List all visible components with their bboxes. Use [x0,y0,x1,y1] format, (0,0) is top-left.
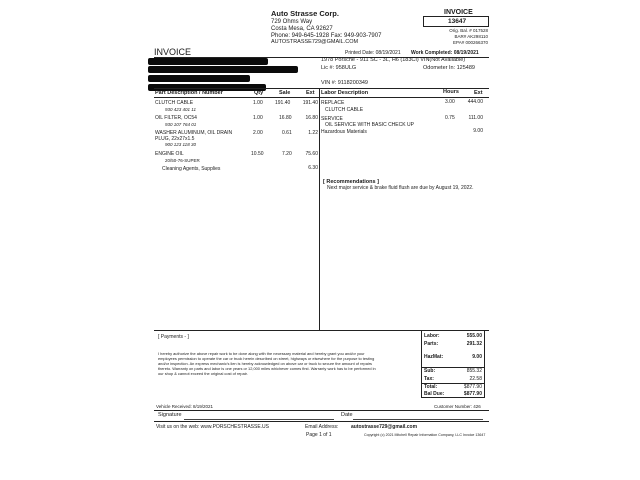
company-address-line2: Costa Mesa, CA 92627 [271,26,333,32]
authorization-line-5: our shop & cannot exceed the original cost of repair. [158,370,248,376]
invoice-box-label: INVOICE [444,9,473,16]
labor-header-hours: Hours [443,89,459,95]
totals-box [421,330,485,398]
totals-total-label: Total: [424,384,438,390]
part-row-1-number: 930 423 401 11 [165,107,196,112]
totals-hazmat-value: 9.00 [472,354,482,360]
website-text: Visit us on the web: www.PORSCHESTRASSE.US [156,424,270,430]
totals-hazmat-label: HazMat: [424,354,444,360]
labor-header-description: Labor Description [321,90,369,96]
signature-line [184,419,334,420]
totals-tax-value: 22.58 [469,376,482,382]
part-row-3-desc: WASHER ALUMINUM, OIL DRAIN [155,130,233,136]
authorization-text [158,352,420,377]
company-email: AUTOSTRASSE729@GMAIL.COM [271,39,359,45]
company-name: Auto Strasse Corp. [271,9,339,18]
totals-parts-label: Parts: [424,341,439,347]
table-header-line [154,97,489,98]
authorization-line-4: thereto. Warranty on parts and labor is one years or 12,000 miles whichever comes first. Warranty work has to be performed in [158,365,376,371]
invoice-number-box [423,16,489,27]
vin-number: VIN #: 9118200349 [321,80,368,86]
parts-labor-divider [319,88,320,330]
labor-row-2-hours: 0.75 [445,115,455,121]
totals-sub-label: Sub: [424,368,436,374]
labor-row-3-ext: 9.00 [473,128,483,134]
parts-header-qty: Qty [254,90,264,96]
part-row-1-desc: CLUTCH CABLE [155,100,194,106]
date-line [353,419,483,420]
parts-header-ext: Ext [306,90,315,96]
date-label: Date [341,412,353,418]
part-row-4-ext: 75.60 [305,151,318,157]
part-row-3-ext: 1.22 [308,130,318,136]
part-row-2-number: 930 107 764 01 [165,122,197,127]
part-row-4-desc: ENGINE OIL [155,151,184,157]
supplies-ext: 6.30 [308,165,318,171]
labor-row-1-hours: 3.00 [445,99,455,105]
totals-labor-label: Labor: [424,333,440,339]
parts-header-description: Part Description / Number [155,90,223,96]
recommendations-title: [ Recommendations ] [323,179,379,185]
totals-total-value: $877.90 [463,384,482,390]
payments-title: [ Payments - ] [158,334,189,340]
vehicle-received: Vehicle Received: 8/19/2021 [156,404,214,409]
signature-label: Signature [158,412,182,418]
recommendations-text: Next major service & brake fluid flush are due by August 19, 2022. [327,185,474,191]
license-plate: Lic #: 958ULG [321,65,357,71]
totals-labor-value: 555.00 [466,333,482,339]
redacted-customer-city [148,75,250,82]
signature-bottom-line [154,421,489,422]
signature-top-line [154,410,489,411]
email-address: autostrasse729@gmail.com [351,424,418,430]
invoice-number: 13647 [448,18,467,25]
bar-number: BAR# AK298110 [454,34,488,39]
copyright: Copyright (c) 2021 Mitchell Repair Information Company, LLC Invoice 13647 [364,433,486,437]
part-row-4-qty: 10.50 [251,151,264,157]
authorization-line-3: and/or inspection. An express mechanic's lien is hereby acknowledged on above car or truck to secure the amount of repairs [158,360,372,366]
authorization-line-1: I hereby authorize the above repair work to be done along with the necessary material and hereby grant you and/or your [158,351,365,356]
odometer: Odometer In: 125489 [423,65,475,71]
part-row-1-qty: 1.00 [253,100,263,106]
company-address-line1: 729 Ohms Way [271,19,313,25]
totals-balance-label: Bal Due: [424,391,445,397]
labor-row-2-ext: 111.00 [468,115,483,121]
labor-row-2-title: SERVICE [321,116,343,122]
part-row-3-number: 900 123 118 30 [165,142,196,147]
part-row-4-sale: 7.20 [282,151,292,157]
part-row-3-sale: 0.61 [282,130,292,136]
labor-row-1-detail: CLUTCH CABLE [325,107,364,113]
part-row-2-ext: 16.80 [305,115,318,121]
redacted-customer-name [148,58,268,65]
customer-number: Customer Number: 426 [434,404,481,409]
epa-number: EPA# 000266370 [453,40,488,45]
part-row-2-qty: 1.00 [253,115,263,121]
totals-parts-value: 291.32 [466,341,482,347]
invoice-title: INVOICE [154,47,192,57]
work-completed-date: Work Completed: 08/19/2021 [411,50,479,56]
labor-row-1-ext: 444.00 [467,99,483,105]
table-top-line [154,88,489,89]
part-row-3-desc2: PLUG, 22x27x1.5 [155,136,195,142]
supplies-label: Cleaning Agents, Supplies [162,166,221,172]
part-row-4-number: 20/50-76-SUPER [165,158,200,163]
labor-row-3-title: Hazardous Materials [321,129,367,135]
company-phone: Phone: 949-645-1928 Fax: 949-903-7907 [271,33,382,39]
authorization-line-2: employees permission to operate the car or truck herein described on street, highways or elsewhere for the purpose to testing [158,355,375,361]
redacted-customer-address [148,66,298,73]
email-label: Email Address: [305,424,339,430]
totals-sub-value: 855.32 [466,368,482,374]
parts-header-sale: Sale [279,90,291,96]
vehicle-description: 1978 Porsche - 911 SC - 3L, H6 (183CI) VIN(Not Available) [321,57,466,63]
totals-balance-value: $877.90 [463,391,482,397]
page-number: Page 1 of 1 [306,432,332,438]
orig-balance: Orig. Bal. # 017528 [449,28,488,33]
labor-row-1-title: REPLACE [321,100,345,106]
part-row-2-sale: 16.80 [279,115,292,121]
part-row-2-desc: OIL FILTER, OC54 [155,115,197,121]
labor-header-ext: Ext [474,90,483,96]
totals-tax-label: Tax: [424,376,434,382]
labor-row-2-detail: OIL SERVICE WITH BASIC CHECK UP [325,122,414,128]
part-row-3-qty: 2.00 [253,130,263,136]
part-row-1-sale: 191.40 [275,100,291,106]
printed-date: Printed Date: 08/19/2021 [345,50,401,56]
part-row-1-ext: 191.40 [302,100,318,106]
